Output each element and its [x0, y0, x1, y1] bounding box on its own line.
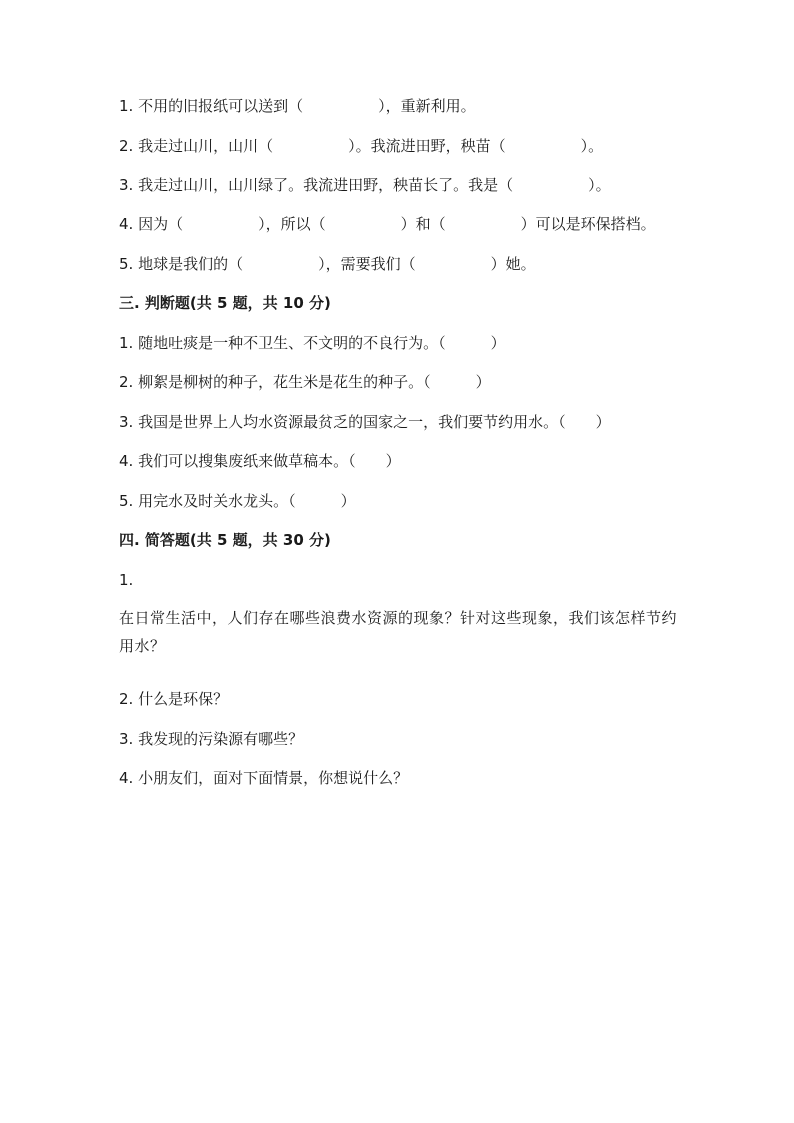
judge-item-1: 1. 随地吐痰是一种不卫生、不文明的不良行为。（ ）	[119, 334, 506, 352]
judge-item-2: 2. 柳絮是柳树的种子，花生米是花生的种子。（ ）	[119, 373, 491, 391]
judge-item-5: 5. 用完水及时关水龙头。（ ）	[119, 492, 356, 510]
short-answer-item-2: 2. 什么是环保？	[119, 690, 229, 708]
fill-in-item-5: 5. 地球是我们的（ ），需要我们（ ）她。	[119, 255, 536, 273]
fill-in-item-4: 4. 因为（ ），所以（ ）和（ ）可以是环保搭档。	[119, 215, 656, 233]
judge-item-4: 4. 我们可以搜集废纸来做草稿本。（ ）	[119, 452, 401, 470]
judge-section-heading: 三. 判断题(共 5 题，共 10 分)	[119, 294, 331, 312]
short-answer-item-4: 4. 小朋友们，面对下面情景，你想说什么？	[119, 769, 409, 787]
short-answer-q1-number: 1.	[119, 571, 134, 589]
short-answer-section-heading: 四. 简答题(共 5 题，共 30 分)	[119, 531, 331, 549]
fill-in-item-2: 2. 我走过山川，山川（ ）。我流进田野，秧苗（ ）。	[119, 137, 604, 155]
fill-in-item-3: 3. 我走过山川，山川绿了。我流进田野，秧苗长了。我是（ ）。	[119, 176, 611, 194]
short-answer-q1-text: 在日常生活中，人们存在哪些浪费水资源的现象？针对这些现象，我们该怎样节约用水？	[119, 609, 678, 655]
short-answer-item-3: 3. 我发现的污染源有哪些？	[119, 730, 304, 748]
judge-item-3: 3. 我国是世界上人均水资源最贫乏的国家之一，我们要节约用水。（ ）	[119, 413, 611, 431]
fill-in-item-1: 1. 不用的旧报纸可以送到（ ），重新利用。	[119, 97, 476, 115]
